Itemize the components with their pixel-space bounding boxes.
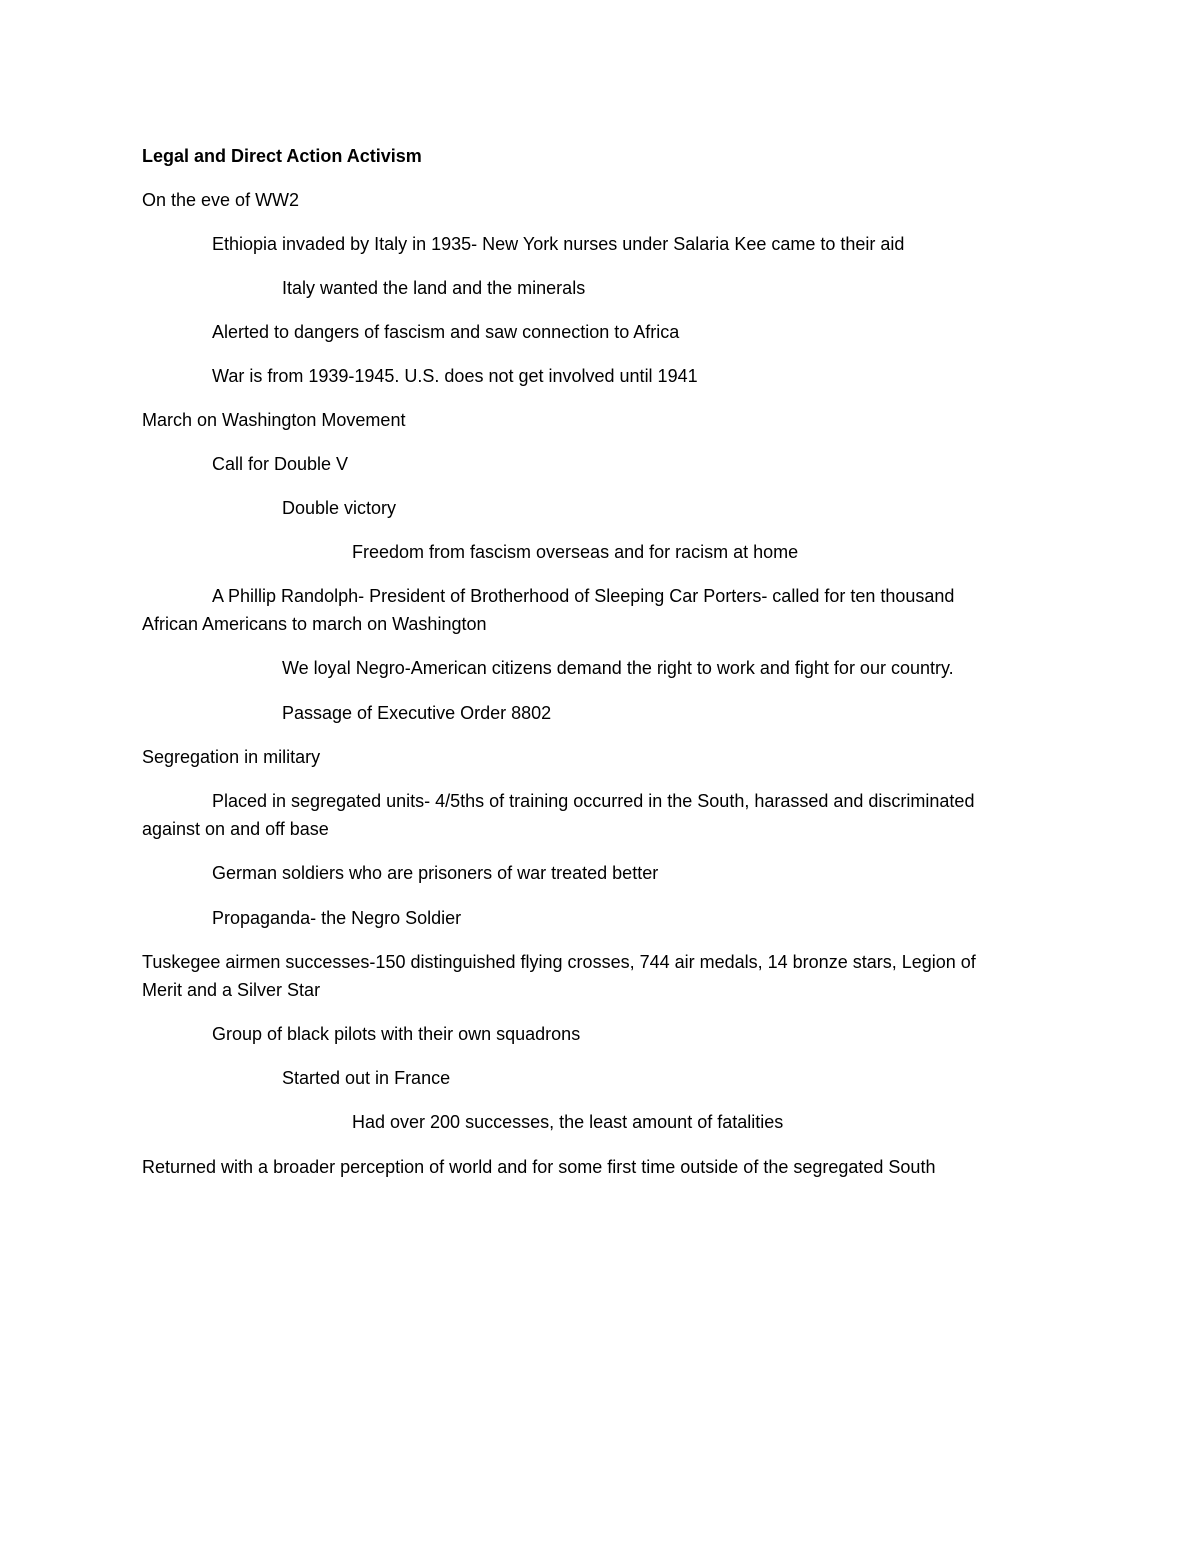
heading-tuskegee-continued: Merit and a Silver Star — [142, 980, 321, 1000]
heading-eve-of-ww2: On the eve of WW2 — [142, 190, 300, 210]
note-italy-wanted-land: Italy wanted the land and the minerals — [282, 278, 586, 298]
note-alerted-fascism: Alerted to dangers of fascism and saw connection to Africa — [212, 322, 680, 342]
note-randolph-continued: African Americans to march on Washington — [142, 614, 487, 634]
note-ethiopia-invaded: Ethiopia invaded by Italy in 1935- New York nurses under Salaria Kee came to their aid — [212, 234, 905, 254]
note-segregated-units-continued: against on and off base — [142, 819, 329, 839]
note-german-pow: German soldiers who are prisoners of war treated better — [212, 863, 659, 883]
note-black-pilots: Group of black pilots with their own squadrons — [212, 1024, 581, 1044]
note-propaganda: Propaganda- the Negro Soldier — [212, 908, 462, 928]
note-started-france: Started out in France — [282, 1068, 451, 1088]
quote-loyal-citizens: We loyal Negro-American citizens demand the right to work and fight for our country. — [282, 658, 954, 678]
note-double-v: Call for Double V — [212, 454, 349, 474]
document-title: Legal and Direct Action Activism — [142, 146, 422, 166]
note-200-successes: Had over 200 successes, the least amount of fatalities — [352, 1112, 784, 1132]
heading-march-on-washington: March on Washington Movement — [142, 410, 406, 430]
heading-segregation-military: Segregation in military — [142, 747, 321, 767]
note-executive-order: Passage of Executive Order 8802 — [282, 703, 552, 723]
note-double-victory: Double victory — [282, 498, 397, 518]
note-war-dates: War is from 1939-1945. U.S. does not get involved until 1941 — [212, 366, 698, 386]
heading-tuskegee: Tuskegee airmen successes-150 distinguished flying crosses, 744 air medals, 14 bronze stars, Legion of — [142, 952, 976, 972]
note-freedom-from-fascism: Freedom from fascism overseas and for racism at home — [352, 542, 799, 562]
note-returned-broader-perception: Returned with a broader perception of world and for some first time outside of the segregated South — [142, 1157, 936, 1177]
note-randolph: A Phillip Randolph- President of Brotherhood of Sleeping Car Porters- called for ten thousand — [212, 586, 955, 606]
note-segregated-units: Placed in segregated units- 4/5ths of training occurred in the South, harassed and discriminated — [212, 791, 975, 811]
